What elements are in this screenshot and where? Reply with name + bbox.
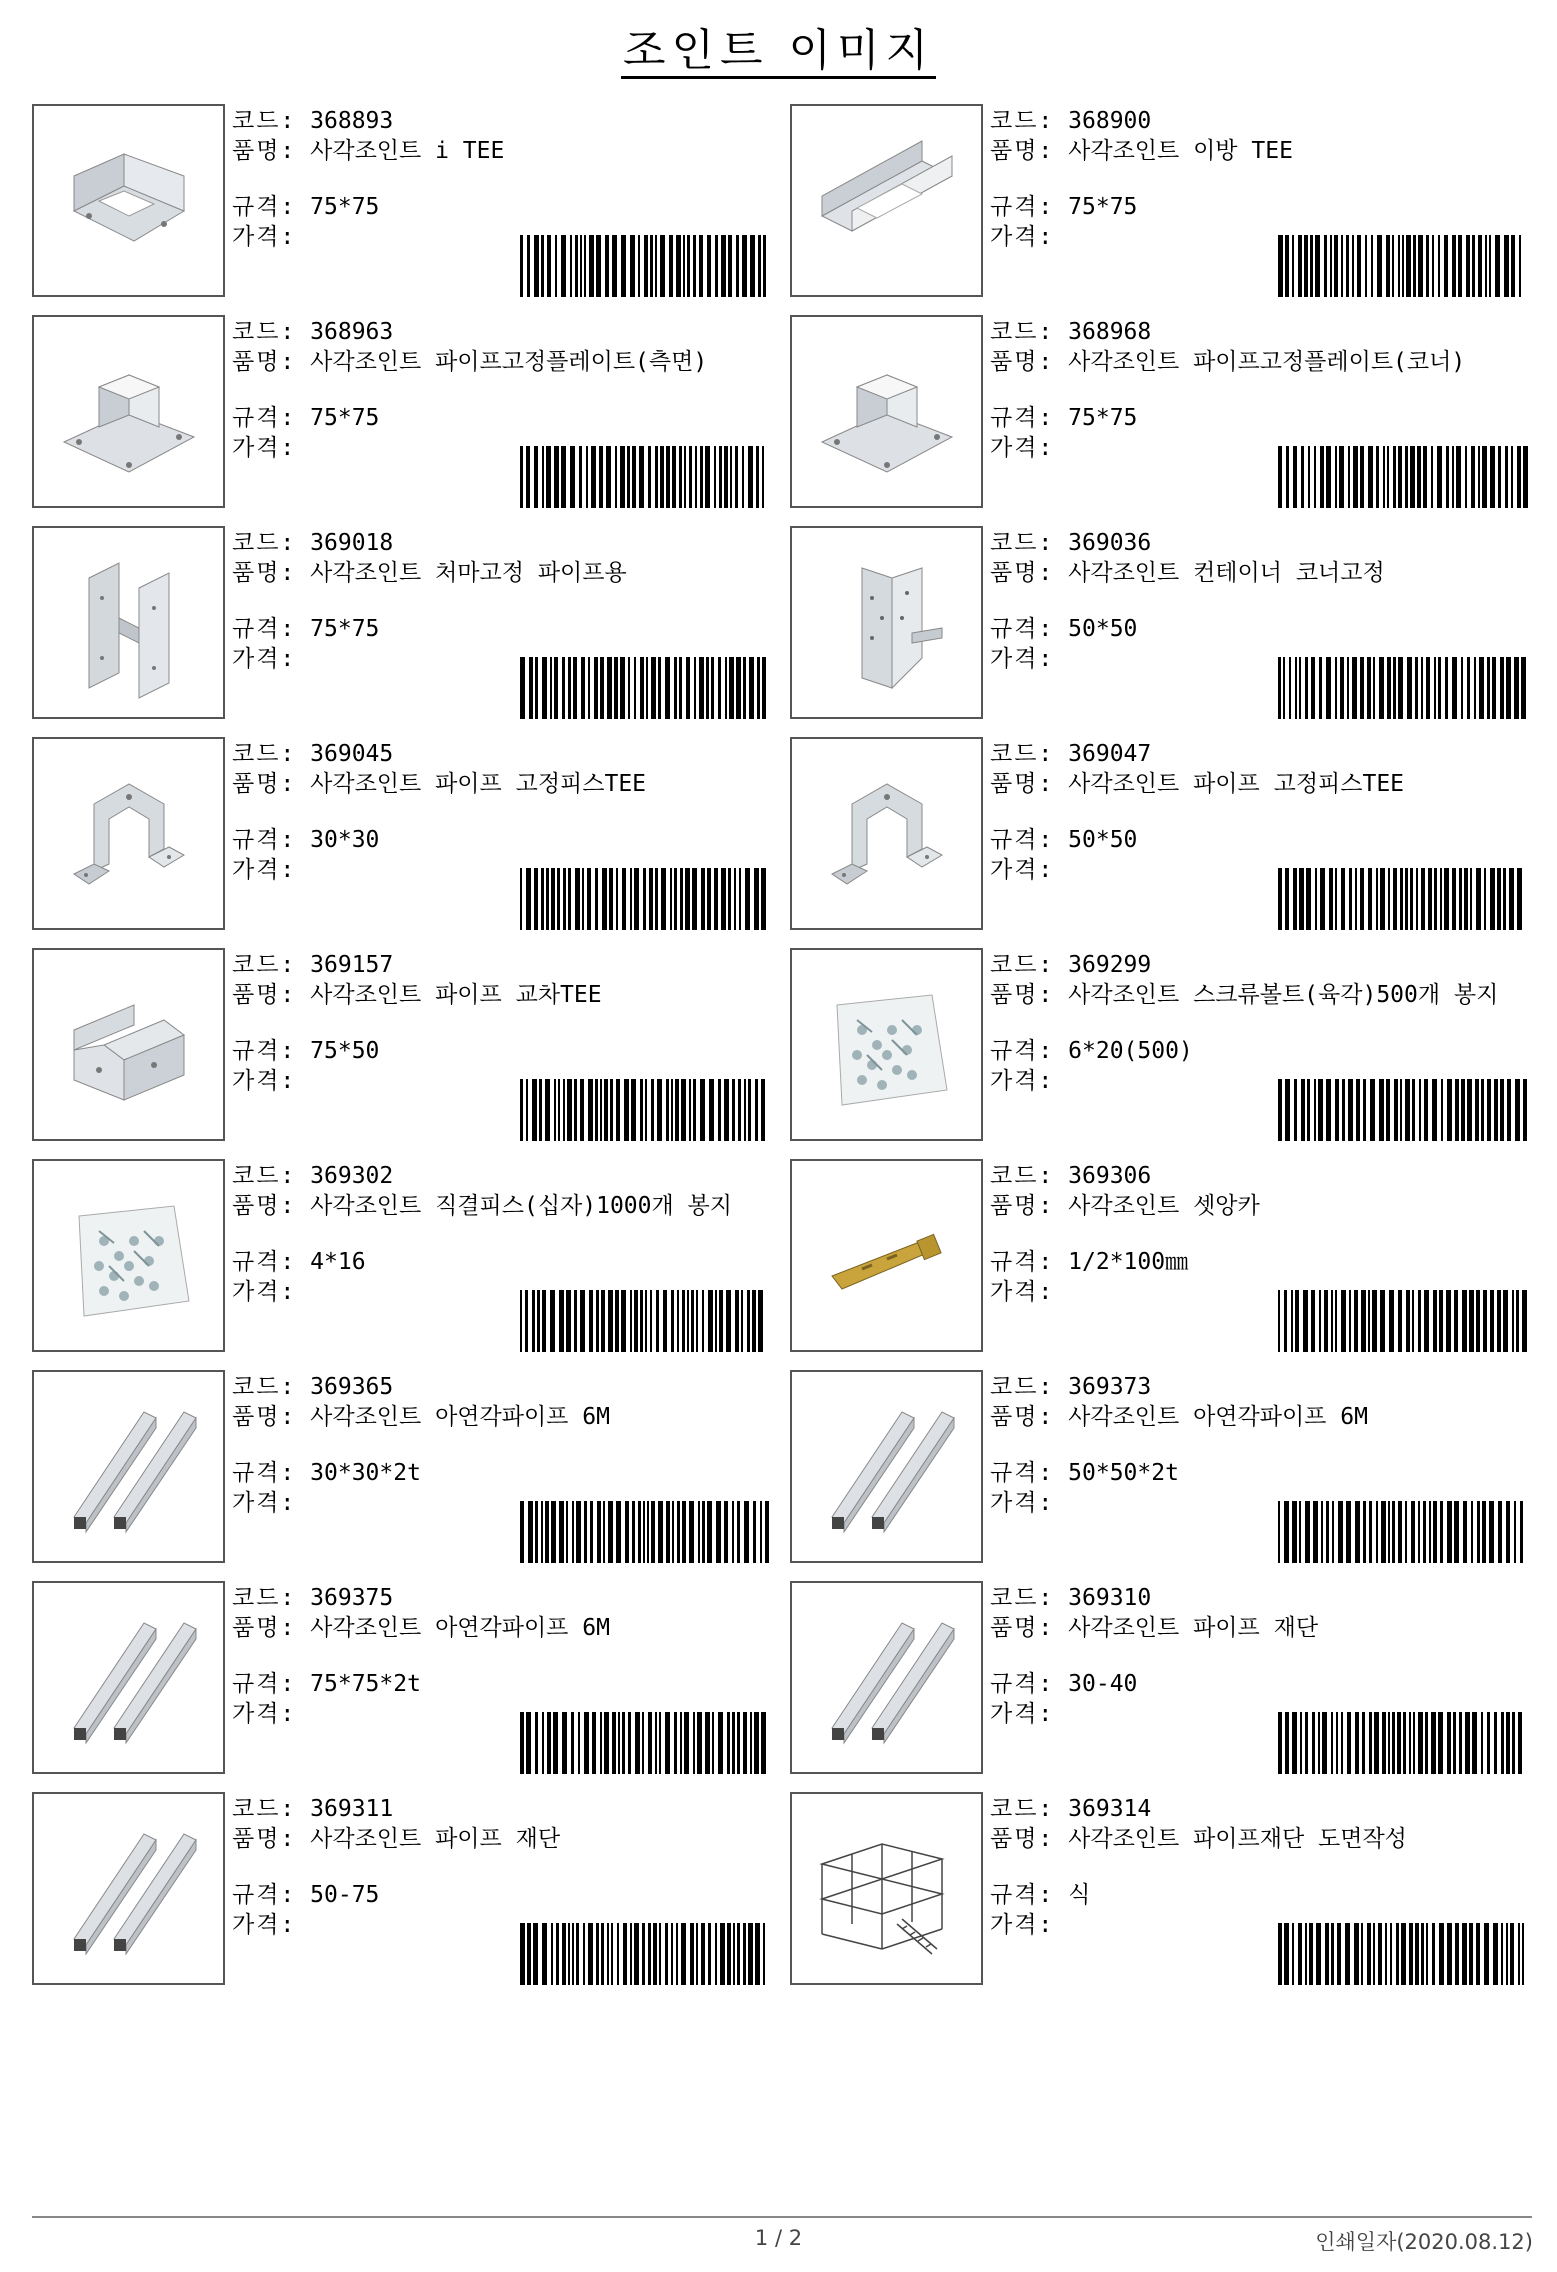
product-card (790, 1792, 1532, 1985)
product-row (32, 1792, 1532, 2003)
square-pipes-image (32, 1370, 225, 1563)
spec-line (232, 1880, 772, 1910)
product-info (232, 528, 772, 674)
product-code: 369299 (1068, 952, 1152, 978)
product-code: 369365 (310, 1374, 394, 1400)
angle-bracket-image (790, 526, 983, 719)
product-row (32, 104, 1532, 315)
spec-line (232, 1669, 772, 1699)
product-info (232, 950, 772, 1096)
product-info (990, 528, 1530, 674)
product-name: 사각조인트 스크류볼트(육각)500개 봉지 (1068, 982, 1499, 1008)
product-card (32, 1581, 774, 1774)
spec-line (990, 1880, 1530, 1910)
product-card (32, 1370, 774, 1563)
saddle-bracket-image (32, 737, 225, 930)
barcode (520, 868, 770, 930)
product-card (32, 948, 774, 1141)
spec-label: 규격: (232, 194, 297, 220)
spec-label: 규격: (232, 1249, 297, 1275)
product-info (232, 1583, 772, 1729)
spec-line (232, 1458, 772, 1488)
base-plate-image (790, 315, 983, 508)
screw-bag-image (790, 948, 983, 1141)
product-code: 368968 (1068, 319, 1152, 345)
product-name: 사각조인트 파이프 고정피스TEE (1068, 771, 1405, 797)
spec-line (990, 403, 1530, 433)
code-line (990, 528, 1530, 558)
product-spec: 식 (1068, 1882, 1091, 1908)
code-line (232, 950, 772, 980)
code-line (232, 528, 772, 558)
product-row (32, 1370, 1532, 1581)
product-name: 사각조인트 파이프 고정피스TEE (310, 771, 647, 797)
code-label: 코드: (990, 530, 1055, 556)
name-line (990, 558, 1530, 614)
product-code: 369311 (310, 1796, 394, 1822)
code-label: 코드: (990, 741, 1055, 767)
product-card (790, 315, 1532, 508)
spec-line (232, 1247, 772, 1277)
product-card (790, 1581, 1532, 1774)
name-label: 품명: (990, 1615, 1055, 1641)
name-line (232, 980, 772, 1036)
product-info (990, 739, 1530, 885)
product-name: 사각조인트 파이프 재단 (1068, 1615, 1319, 1641)
price-label: 가격: (990, 224, 1055, 250)
barcode (520, 1290, 770, 1352)
print-date: 인쇄일자(2020.08.12) (1315, 2230, 1533, 2254)
code-line (990, 950, 1530, 980)
price-label: 가격: (232, 435, 297, 461)
product-spec: 6*20(500) (1068, 1038, 1193, 1064)
barcode (1278, 1923, 1528, 1985)
spec-label: 규격: (232, 827, 297, 853)
code-line (990, 1372, 1530, 1402)
name-label: 품명: (990, 138, 1055, 164)
spec-line (232, 403, 772, 433)
price-label: 가격: (232, 1701, 297, 1727)
code-label: 코드: (232, 952, 297, 978)
product-info (990, 106, 1530, 252)
price-label: 가격: (232, 1068, 297, 1094)
price-label: 가격: (990, 646, 1055, 672)
product-info (990, 1583, 1530, 1729)
page-title: 조인트 이미지 (0, 14, 1557, 78)
product-name: 사각조인트 파이프고정플레이트(코너) (1068, 349, 1466, 375)
spec-line (232, 192, 772, 222)
code-line (232, 1583, 772, 1613)
product-info (232, 106, 772, 252)
price-label: 가격: (990, 435, 1055, 461)
code-label: 코드: (990, 319, 1055, 345)
name-line (990, 1824, 1530, 1880)
product-name: 사각조인트 파이프고정플레이트(측면) (310, 349, 708, 375)
product-spec: 50*50 (1068, 616, 1138, 642)
spec-line (232, 1036, 772, 1066)
product-row (32, 1581, 1532, 1792)
anchor-bolt-image (790, 1159, 983, 1352)
spec-label: 규격: (990, 1882, 1055, 1908)
code-line (232, 1372, 772, 1402)
product-info (990, 1794, 1530, 1940)
spec-label: 규격: (990, 1249, 1055, 1275)
name-label: 품명: (232, 982, 297, 1008)
name-label: 품명: (990, 1826, 1055, 1852)
spec-label: 규격: (232, 405, 297, 431)
product-spec: 4*16 (310, 1249, 366, 1275)
product-code: 369314 (1068, 1796, 1152, 1822)
price-label: 가격: (232, 1490, 297, 1516)
product-card (32, 1792, 774, 1985)
product-spec: 50*50 (1068, 827, 1138, 853)
spec-line (232, 825, 772, 855)
spec-label: 규격: (232, 1460, 297, 1486)
product-spec: 75*75 (1068, 405, 1138, 431)
name-label: 품명: (232, 1404, 297, 1430)
product-info (990, 1161, 1530, 1307)
price-label: 가격: (990, 1912, 1055, 1938)
product-card (790, 104, 1532, 297)
spec-label: 규격: (990, 616, 1055, 642)
price-label: 가격: (990, 1068, 1055, 1094)
code-line (990, 1794, 1530, 1824)
product-spec: 50-75 (310, 1882, 380, 1908)
code-line (990, 739, 1530, 769)
product-spec: 30-40 (1068, 1671, 1138, 1697)
product-code: 368900 (1068, 108, 1152, 134)
product-code: 369373 (1068, 1374, 1152, 1400)
code-label: 코드: (990, 952, 1055, 978)
product-card (790, 948, 1532, 1141)
product-code: 369045 (310, 741, 394, 767)
product-name: 사각조인트 파이프 교차TEE (310, 982, 602, 1008)
product-name: 사각조인트 아연각파이프 6M (310, 1404, 610, 1430)
product-info (232, 1372, 772, 1518)
spec-line (232, 614, 772, 644)
spec-label: 규격: (990, 1460, 1055, 1486)
spec-label: 규격: (232, 1671, 297, 1697)
name-line (990, 1402, 1530, 1458)
name-label: 품명: (990, 982, 1055, 1008)
product-row (32, 526, 1532, 737)
screw-bag-image (32, 1159, 225, 1352)
u-channel-image (790, 104, 983, 297)
price-label: 가격: (232, 1279, 297, 1305)
code-line (990, 106, 1530, 136)
spec-label: 규격: (990, 194, 1055, 220)
product-info (232, 739, 772, 885)
product-code: 369157 (310, 952, 394, 978)
barcode (1278, 868, 1528, 930)
name-label: 품명: (990, 771, 1055, 797)
h-bracket-image (32, 526, 225, 719)
product-spec: 75*75 (310, 616, 380, 642)
product-spec: 1/2*100㎜ (1068, 1249, 1189, 1275)
spec-label: 규격: (990, 1038, 1055, 1064)
spec-line (990, 1036, 1530, 1066)
code-label: 코드: (232, 1374, 297, 1400)
square-pipes-image (32, 1581, 225, 1774)
product-name: 사각조인트 파이프재단 도면작성 (1068, 1826, 1407, 1852)
product-info (990, 950, 1530, 1096)
name-line (232, 136, 772, 192)
product-card (32, 737, 774, 930)
code-label: 코드: (232, 1585, 297, 1611)
product-card (790, 1159, 1532, 1352)
name-line (990, 136, 1530, 192)
name-line (232, 347, 772, 403)
product-card (790, 737, 1532, 930)
product-info (232, 317, 772, 463)
name-label: 품명: (990, 349, 1055, 375)
footer-divider (32, 2216, 1532, 2218)
price-label: 가격: (990, 1279, 1055, 1305)
product-info (232, 1794, 772, 1940)
name-line (232, 769, 772, 825)
barcode (520, 446, 770, 508)
barcode (1278, 235, 1528, 297)
product-card (32, 1159, 774, 1352)
product-spec: 75*75 (310, 194, 380, 220)
product-info (990, 1372, 1530, 1518)
product-name: 사각조인트 직결피스(십자)1000개 봉지 (310, 1193, 732, 1219)
product-name: 사각조인트 아연각파이프 6M (310, 1615, 610, 1641)
spec-line (990, 825, 1530, 855)
name-label: 품명: (232, 560, 297, 586)
product-spec: 75*75 (310, 405, 380, 431)
name-line (232, 1402, 772, 1458)
spec-label: 규격: (232, 616, 297, 642)
code-label: 코드: (990, 1374, 1055, 1400)
product-code: 368893 (310, 108, 394, 134)
name-line (990, 1613, 1530, 1669)
name-label: 품명: (232, 1826, 297, 1852)
product-card (32, 104, 774, 297)
product-card (32, 315, 774, 508)
product-grid (32, 104, 1532, 2003)
code-label: 코드: (232, 530, 297, 556)
product-name: 사각조인트 컨테이너 코너고정 (1068, 560, 1385, 586)
code-line (990, 317, 1530, 347)
price-label: 가격: (990, 1701, 1055, 1727)
price-label: 가격: (232, 857, 297, 883)
barcode (520, 235, 770, 297)
product-info (232, 1161, 772, 1307)
spec-line (990, 192, 1530, 222)
name-label: 품명: (990, 1404, 1055, 1430)
product-name: 사각조인트 파이프 재단 (310, 1826, 561, 1852)
spec-line (990, 1458, 1530, 1488)
spec-line (990, 614, 1530, 644)
product-code: 369302 (310, 1163, 394, 1189)
product-row (32, 315, 1532, 526)
name-line (232, 1613, 772, 1669)
code-label: 코드: (990, 108, 1055, 134)
product-spec: 30*30*2t (310, 1460, 421, 1486)
code-label: 코드: (232, 741, 297, 767)
product-name: 사각조인트 i TEE (310, 138, 505, 164)
square-pipes-image (790, 1581, 983, 1774)
barcode (520, 657, 770, 719)
barcode (1278, 657, 1528, 719)
product-card (790, 1370, 1532, 1563)
code-line (990, 1583, 1530, 1613)
code-line (990, 1161, 1530, 1191)
barcode (1278, 1290, 1528, 1352)
product-spec: 75*75*2t (310, 1671, 421, 1697)
product-name: 사각조인트 아연각파이프 6M (1068, 1404, 1368, 1430)
code-line (232, 1794, 772, 1824)
barcode (1278, 1501, 1528, 1563)
product-card (790, 526, 1532, 719)
barcode (520, 1079, 770, 1141)
cross-bracket-image (32, 948, 225, 1141)
barcode (1278, 1712, 1528, 1774)
spec-label: 규격: (990, 827, 1055, 853)
page-number: 1 / 2 (754, 2226, 803, 2250)
frame-structure-image (790, 1792, 983, 1985)
code-line (232, 317, 772, 347)
product-info (990, 317, 1530, 463)
price-label: 가격: (990, 857, 1055, 883)
name-label: 품명: (232, 1615, 297, 1641)
product-spec: 75*50 (310, 1038, 380, 1064)
product-spec: 50*50*2t (1068, 1460, 1179, 1486)
name-label: 품명: (232, 1193, 297, 1219)
product-code: 368963 (310, 319, 394, 345)
code-label: 코드: (990, 1585, 1055, 1611)
price-label: 가격: (232, 1912, 297, 1938)
product-code: 369036 (1068, 530, 1152, 556)
name-label: 품명: (990, 560, 1055, 586)
code-label: 코드: (990, 1796, 1055, 1822)
name-line (990, 1191, 1530, 1247)
name-line (990, 347, 1530, 403)
price-label: 가격: (232, 646, 297, 672)
square-sleeve-tee-image (32, 104, 225, 297)
barcode (520, 1712, 770, 1774)
spec-line (990, 1247, 1530, 1277)
code-label: 코드: (990, 1163, 1055, 1189)
price-label: 가격: (232, 224, 297, 250)
spec-label: 규격: (990, 405, 1055, 431)
product-code: 369375 (310, 1585, 394, 1611)
saddle-bracket-image (790, 737, 983, 930)
spec-label: 규격: (990, 1671, 1055, 1697)
product-spec: 75*75 (1068, 194, 1138, 220)
name-label: 품명: (232, 771, 297, 797)
square-pipes-image (32, 1792, 225, 1985)
square-pipes-image (790, 1370, 983, 1563)
spec-label: 규격: (232, 1882, 297, 1908)
code-label: 코드: (232, 1796, 297, 1822)
barcode (520, 1501, 770, 1563)
barcode (1278, 1079, 1528, 1141)
name-line (232, 558, 772, 614)
product-row (32, 948, 1532, 1159)
name-label: 품명: (232, 349, 297, 375)
code-label: 코드: (232, 319, 297, 345)
product-name: 사각조인트 처마고정 파이프용 (310, 560, 627, 586)
product-code: 369018 (310, 530, 394, 556)
name-line (990, 769, 1530, 825)
name-label: 품명: (990, 1193, 1055, 1219)
base-plate-image (32, 315, 225, 508)
product-name: 사각조인트 이방 TEE (1068, 138, 1293, 164)
code-line (232, 106, 772, 136)
product-spec: 30*30 (310, 827, 380, 853)
code-label: 코드: (232, 108, 297, 134)
name-line (232, 1191, 772, 1247)
spec-line (990, 1669, 1530, 1699)
product-row (32, 1159, 1532, 1370)
barcode (1278, 446, 1528, 508)
code-label: 코드: (232, 1163, 297, 1189)
name-line (232, 1824, 772, 1880)
code-line (232, 739, 772, 769)
product-code: 369047 (1068, 741, 1152, 767)
price-label: 가격: (990, 1490, 1055, 1516)
spec-label: 규격: (232, 1038, 297, 1064)
product-code: 369310 (1068, 1585, 1152, 1611)
product-card (32, 526, 774, 719)
code-line (232, 1161, 772, 1191)
product-name: 사각조인트 셋앙카 (1068, 1193, 1260, 1219)
barcode (520, 1923, 770, 1985)
name-label: 품명: (232, 138, 297, 164)
product-code: 369306 (1068, 1163, 1152, 1189)
product-row (32, 737, 1532, 948)
name-line (990, 980, 1530, 1036)
